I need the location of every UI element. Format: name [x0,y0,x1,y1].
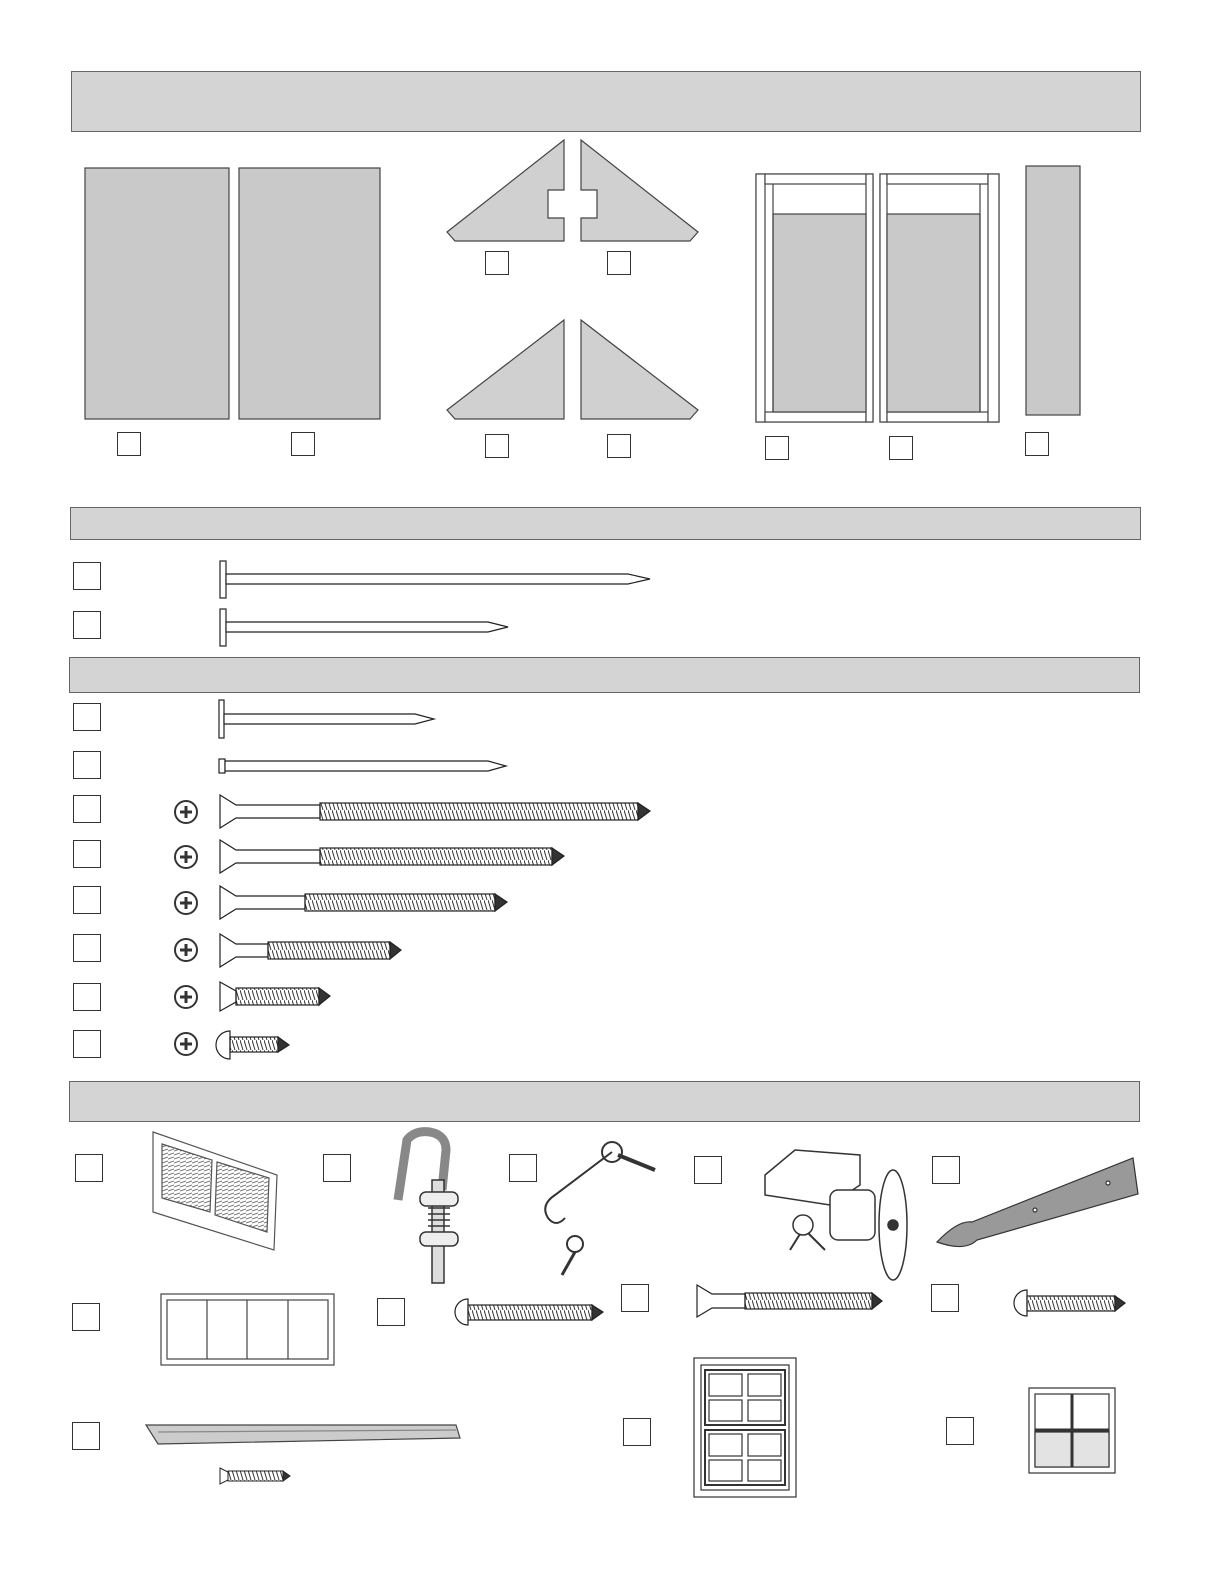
t-handle-lock-icon [765,1150,907,1280]
pan-head-screw-icon [216,1031,289,1059]
wood-screw-xs-icon [220,982,330,1011]
door-left-icon [756,174,873,422]
wood-screw-sm-icon [220,934,401,967]
pan-screw-hinge-icon [1014,1290,1125,1316]
phillips-icon-lg [175,846,197,868]
phillips-icon-sm [175,939,197,961]
drip-edge-icon [146,1425,460,1444]
pan-screw-vent-icon [455,1299,603,1325]
long-framing-nail-icon [220,561,650,598]
door-right-icon [880,174,999,422]
phillips-icon-xs [175,986,197,1008]
wood-screw-md-icon [220,886,507,919]
drip-edge-screw-icon [220,1468,290,1484]
gable-notched-right-icon [581,140,698,241]
short-nail-icon [219,700,434,738]
finish-nail-icon [219,759,506,773]
gable-plain-right-icon [581,320,698,419]
wall-panel-left-icon [85,168,229,419]
flat-screw-hardware-icon [697,1285,882,1317]
window-double-icon [694,1358,796,1497]
window-small-icon [1029,1388,1115,1473]
vent-louvered-icon [153,1132,277,1250]
hook-and-eye-icon [545,1142,655,1275]
phillips-icon-pan [175,1033,197,1055]
door-latch-bolt-icon [398,1132,458,1283]
strap-hinge-icon [937,1158,1138,1247]
phillips-icon-xl [175,801,197,823]
gable-notched-left-icon [447,140,564,241]
phillips-icon-md [175,892,197,914]
wall-panel-right-icon [239,168,380,419]
medium-framing-nail-icon [220,609,508,646]
wood-screw-lg-icon [220,840,564,873]
wood-screw-xl-icon [220,795,650,828]
gable-plain-left-icon [447,320,564,419]
narrow-trim-board-icon [1026,166,1080,415]
vent-frame-icon [161,1294,334,1365]
